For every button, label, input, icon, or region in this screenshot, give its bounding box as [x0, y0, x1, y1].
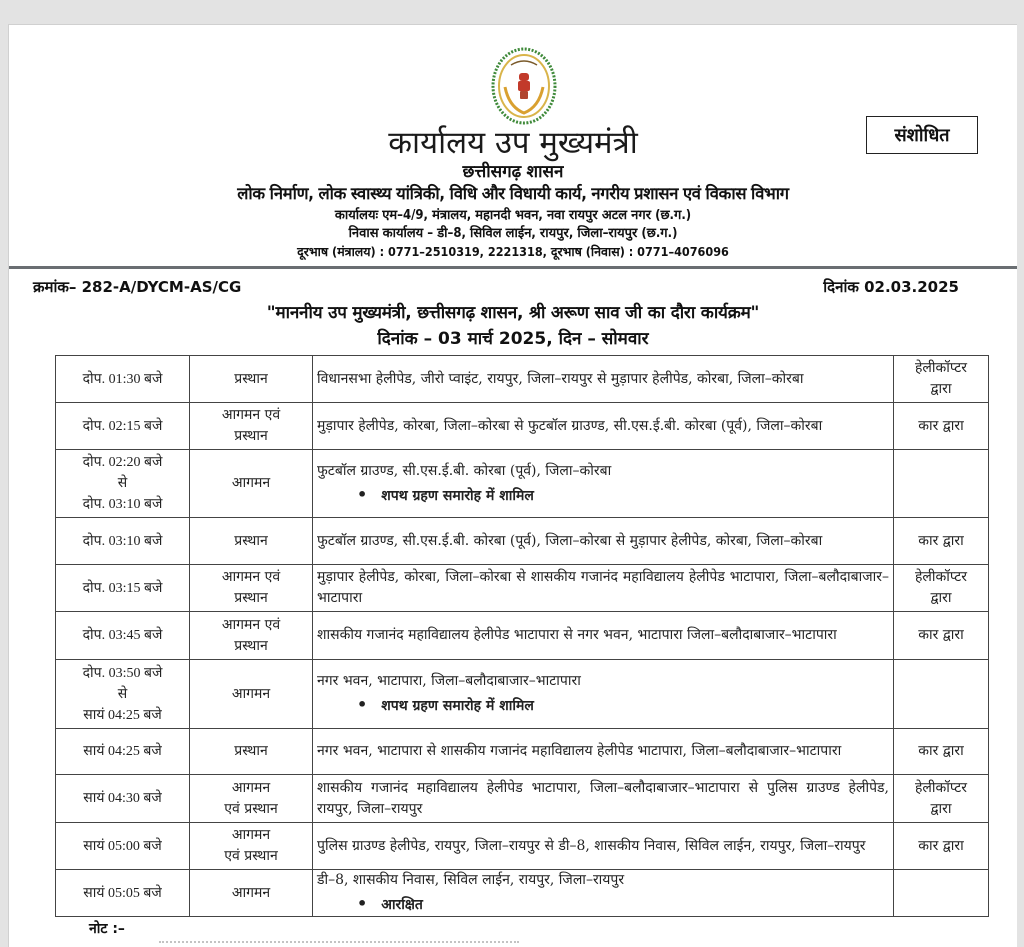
activity-text: प्रस्थान	[234, 428, 268, 444]
schedule-row	[56, 775, 989, 823]
time-cell	[56, 870, 190, 917]
travel-mode-cell	[894, 775, 989, 823]
travel-mode-text: कार द्वारा	[918, 837, 964, 854]
activity-text: आगमन	[231, 685, 271, 702]
time-text: सायं 04:25 बजे	[83, 744, 162, 759]
truncated-note-line	[159, 941, 519, 947]
activity-text: प्रस्थान	[234, 370, 268, 387]
travel-mode-cell	[894, 612, 989, 660]
time-cell	[56, 403, 190, 450]
route-description: डी–8, शासकीय निवास, सिविल लाईन, रायपुर, जिला–रायपुर	[317, 872, 625, 888]
activity-text: एवं प्रस्थान	[224, 800, 278, 817]
document-page	[8, 24, 1017, 947]
activity-cell	[190, 823, 313, 870]
schedule-row	[56, 403, 989, 450]
time-cell	[56, 660, 190, 729]
time-text: दोप. 03:15 बजे	[82, 580, 163, 596]
route-description: फुटबॉल ग्राउण्ड, सी.एस.ई.बी. कोरबा (पूर्व), जिला–कोरबा से मुड़ापार हेलीपेड, कोरबा, जिला–कोरबा	[317, 532, 823, 549]
travel-mode-text: द्वारा	[930, 590, 952, 606]
travel-mode-text: हेलीकॉप्टर	[914, 360, 968, 376]
travel-mode-text: कार द्वारा	[918, 627, 964, 643]
schedule-row	[56, 823, 989, 870]
reference-date: दिनांक 02.03.2025	[823, 278, 959, 296]
route-description: शासकीय गजानंद महाविद्यालय हेलीपेड भाटापारा, जिला–बलौदाबाजार–भाटापारा से पुलिस ग्राउण्ड हेलीपेड, रायपुर, जिला–रायपुर	[317, 779, 889, 817]
route-description-cell	[313, 729, 894, 775]
emblem-seal-icon	[491, 47, 557, 125]
travel-mode-cell	[894, 403, 989, 450]
activity-cell	[190, 870, 313, 917]
travel-mode-text: कार द्वारा	[918, 417, 964, 434]
travel-mode-cell	[894, 450, 989, 518]
programme-date: दिनांक – 03 मार्च 2025, दिन – सोमवार	[377, 329, 649, 349]
activity-cell	[190, 729, 313, 775]
activity-text: आगमन	[231, 884, 271, 901]
activity-cell	[190, 518, 313, 565]
activity-text: प्रस्थान	[234, 590, 268, 606]
activity-text: आगमन एवं	[221, 407, 281, 423]
time-cell	[56, 823, 190, 870]
travel-mode-cell	[894, 823, 989, 870]
travel-mode-text: हेलीकॉप्टर	[914, 569, 968, 585]
schedule-row	[56, 870, 989, 917]
route-description: विधानसभा हेलीपेड, जीरो प्वाइंट, रायपुर, जिला–रायपुर से मुड़ापार हेलीपेड, कोरबा, जिला–कोरबा	[317, 370, 804, 387]
route-description: फुटबॉल ग्राउण्ड, सी.एस.ई.बी. कोरबा (पूर्व), जिला–कोरबा	[317, 462, 612, 479]
government-name: छत्तीसगढ़ शासन	[462, 162, 564, 182]
schedule-row	[56, 518, 989, 565]
time-text: दोप. 03:10 बजे	[82, 533, 163, 549]
route-description-cell	[313, 450, 894, 518]
travel-mode-text: कार द्वारा	[918, 743, 964, 759]
travel-mode-cell	[894, 518, 989, 565]
activity-text: प्रस्थान	[234, 743, 268, 759]
route-description-cell	[313, 612, 894, 660]
route-description: मुड़ापार हेलीपेड, कोरबा, जिला–कोरबा से फुटबॉल ग्राउण्ड, सी.एस.ई.बी. कोरबा (पूर्व), जिला–कोरबा	[317, 417, 823, 434]
time-text: सायं 04:25 बजे	[83, 707, 162, 723]
activity-text: आगमन एवं	[221, 569, 281, 585]
travel-mode-cell	[894, 729, 989, 775]
activity-text: आगमन	[231, 779, 271, 796]
departments-line: लोक निर्माण, लोक स्वास्थ्य यांत्रिकी, विधि और विधायी कार्य, नगरीय प्रशासन एवं विकास विभाग	[237, 184, 789, 203]
activity-cell	[190, 565, 313, 612]
time-text: दोप. 02:15 बजे	[82, 418, 163, 434]
event-bullet: • आरक्षित	[317, 893, 889, 916]
phone-numbers: दूरभाष (मंत्रालय) : 0771–2510319, 2221318, दूरभाष (निवास) : 0771–4076096	[297, 244, 729, 259]
route-description-cell	[313, 775, 894, 823]
route-description-cell	[313, 870, 894, 917]
time-text: से	[117, 476, 128, 491]
route-description: नगर भवन, भाटापारा, जिला–बलौदाबाजार–भाटापारा	[317, 673, 581, 689]
time-text: से	[117, 686, 128, 702]
route-description-cell	[313, 565, 894, 612]
travel-mode-cell	[894, 356, 989, 403]
time-cell	[56, 518, 190, 565]
schedule-row	[56, 660, 989, 729]
schedule-row	[56, 729, 989, 775]
schedule-row	[56, 450, 989, 518]
time-text: दोप. 03:50 बजे	[82, 665, 163, 681]
time-cell	[56, 729, 190, 775]
activity-text: एवं प्रस्थान	[224, 848, 278, 864]
time-cell	[56, 450, 190, 518]
route-description-cell	[313, 823, 894, 870]
residence-office-address: निवास कार्यालय – डी–8, सिविल लाईन, रायपुर, जिला–रायपुर (छ.ग.)	[348, 226, 678, 241]
activity-text: आगमन	[231, 475, 271, 491]
travel-mode-cell	[894, 660, 989, 729]
travel-mode-text: हेलीकॉप्टर	[914, 779, 968, 796]
activity-text: आगमन	[231, 827, 271, 843]
time-text: दोप. 03:10 बजे	[82, 497, 163, 512]
route-description: पुलिस ग्राउण्ड हेलीपेड, रायपुर, जिला–रायपुर से डी–8, शासकीय निवास, सिविल लाईन, रायपुर, जिला–रायपुर	[317, 837, 866, 854]
route-description-cell	[313, 356, 894, 403]
time-cell	[56, 612, 190, 660]
time-text: दोप. 01:30 बजे	[82, 371, 163, 387]
time-text: दोप. 03:45 बजे	[82, 628, 163, 643]
programme-title: "माननीय उप मुख्यमंत्री, छत्तीसगढ़ शासन, श्री अरूण साव जी का दौरा कार्यक्रम"	[266, 303, 760, 323]
time-text: सायं 05:05 बजे	[83, 885, 162, 901]
activity-cell	[190, 403, 313, 450]
route-description: नगर भवन, भाटापारा से शासकीय गजानंद महाविद्यालय हेलीपेड भाटापारा, जिला–बलौदाबाजार–भाटापारा	[317, 743, 842, 759]
travel-mode-text: द्वारा	[930, 381, 952, 397]
time-text: सायं 05:00 बजे	[83, 838, 162, 854]
route-description: मुड़ापार हेलीपेड, कोरबा, जिला–कोरबा से शासकीय गजानंद महाविद्यालय हेलीपेड भाटापारा, जिला–बलौदाबाजार–भाटापारा	[317, 569, 889, 606]
activity-cell	[190, 356, 313, 403]
revised-stamp: संशोधित	[866, 116, 978, 154]
time-cell	[56, 565, 190, 612]
activity-text: प्रस्थान	[234, 532, 268, 549]
schedule-table	[55, 355, 989, 917]
activity-cell	[190, 612, 313, 660]
time-cell	[56, 356, 190, 403]
travel-mode-cell	[894, 565, 989, 612]
office-title: कार्यालय उप मुख्यमंत्री	[388, 125, 638, 161]
travel-mode-text: कार द्वारा	[918, 532, 964, 549]
route-description: शासकीय गजानंद महाविद्यालय हेलीपेड भाटापारा से नगर भवन, भाटापारा जिला–बलौदाबाजार–भाटापारा	[317, 627, 837, 643]
note-label: नोट :–	[89, 921, 125, 937]
travel-mode-cell	[894, 870, 989, 917]
time-text: सायं 04:30 बजे	[83, 791, 162, 806]
office-address: कार्यालयः एम–4/9, मंत्रालय, महानदी भवन, नवा रायपुर अटल नगर (छ.ग.)	[334, 208, 692, 223]
activity-text: प्रस्थान	[234, 637, 268, 654]
activity-cell	[190, 775, 313, 823]
time-text: दोप. 02:20 बजे	[82, 455, 163, 470]
event-bullet: • शपथ ग्रहण समारोह में शामिल	[317, 694, 889, 717]
route-description-cell	[313, 403, 894, 450]
route-description-cell	[313, 518, 894, 565]
schedule-row	[56, 565, 989, 612]
activity-cell	[190, 450, 313, 518]
reference-number: क्रमांक– 282-A/DYCM-AS/CG	[33, 278, 242, 296]
time-cell	[56, 775, 190, 823]
government-emblem-logo	[491, 47, 557, 125]
schedule-row	[56, 612, 989, 660]
header-divider	[9, 266, 1017, 269]
travel-mode-text: द्वारा	[930, 800, 952, 817]
schedule-row	[56, 356, 989, 403]
activity-cell	[190, 660, 313, 729]
event-bullet: • शपथ ग्रहण समारोह में शामिल	[317, 484, 889, 507]
activity-text: आगमन एवं	[221, 616, 281, 633]
route-description-cell	[313, 660, 894, 729]
